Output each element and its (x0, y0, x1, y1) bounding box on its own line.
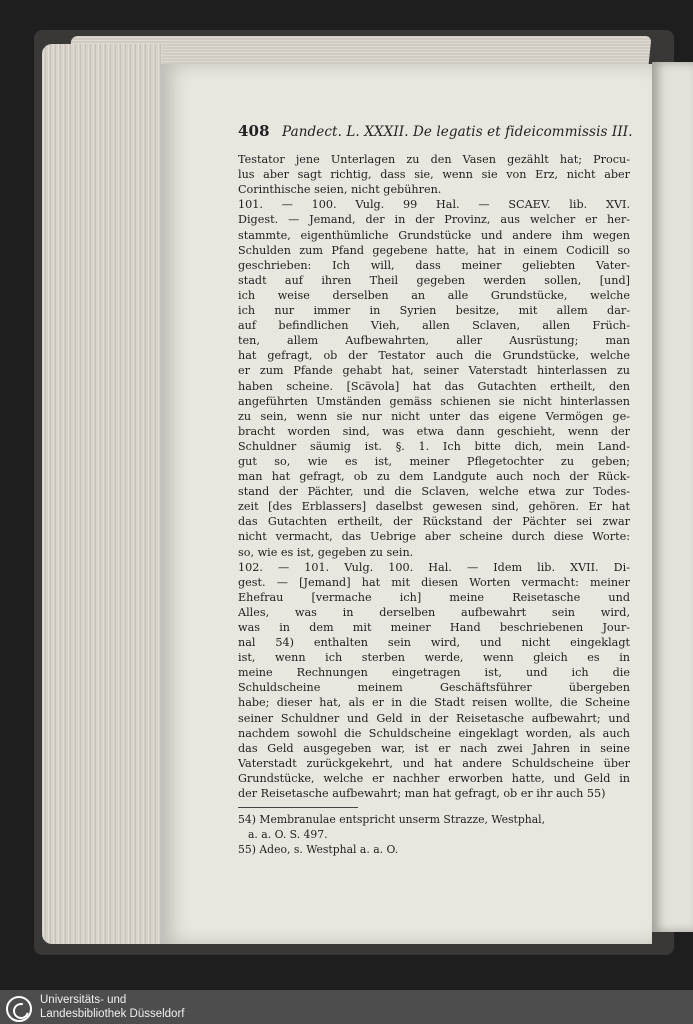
text-line: Corinthische seien, nicht gebühren. (238, 183, 442, 197)
footnotes (238, 812, 630, 857)
library-name (40, 993, 184, 1021)
text-line: er zum Pfande gehabt hat, seiner Vaterstadt hinterlassen zu (238, 364, 630, 378)
text-line: zu sein, wenn sie nur nicht unter das eigene Vermögen ge- (238, 409, 630, 423)
footnote-line: 54) Membranulae entspricht unserm Strazze, Westphal, (238, 813, 546, 827)
text-line: Vaterstadt zurückgekehrt, und hat andere Schuldscheine über (238, 756, 630, 770)
page-text (238, 122, 633, 857)
text-line: hat gefragt, ob der Testator auch die Grundstücke, welche (238, 349, 630, 363)
text-line: bracht worden sind, was etwa dann geschieht, wenn der (238, 424, 630, 438)
text-line: Schulden zum Pfand gegebene hatte, hat in einem Codicill so (238, 243, 630, 257)
text-line: der Reisetasche aufbewahrt; man hat gefragt, ob er ihr auch 55) (238, 787, 606, 801)
facing-page-edge (652, 62, 693, 932)
body-text (238, 152, 630, 801)
text-line: Ehefrau [vermache ich] meine Reisetasche und (238, 590, 630, 604)
library-name-line1: Universitäts- und (40, 994, 127, 1006)
text-line: haben scheine. [Scävola] hat das Gutachten ertheilt, den (238, 379, 630, 393)
text-line: stammte, eigenthümliche Grundstücke und andere ihm wegen (238, 228, 630, 242)
text-line: ist, wenn ich sterben werde, wenn gleich es in (238, 651, 630, 665)
footnote-line: 55) Adeo, s. Westphal a. a. O. (238, 843, 399, 857)
text-line: nal 54) enthalten sein wird, und nicht eingeklagt (238, 636, 630, 650)
text-line: nachdem sowohl die Schuldscheine eingeklagt worden, als auch (238, 726, 630, 740)
footnote-line: a. a. O. S. 497. (248, 828, 328, 842)
text-line: seiner Schuldner und Geld in der Reisetasche aufbewahrt; und (238, 711, 630, 725)
text-line: stadt auf ihren Theil gegeben werden sollen, [und] (238, 273, 630, 287)
text-line: 102. — 101. Vulg. 100. Hal. — Idem lib. XVII. Di- (238, 560, 630, 574)
text-line: auf befindlichen Vieh, allen Sclaven, allen Früch- (238, 319, 630, 333)
running-title: Pandect. L. XXXII. De legatis et fideicommissis III. (282, 124, 633, 140)
library-logo-icon (6, 996, 32, 1022)
text-line: angeführten Umständen gemäss schienen sie nicht hinterlassen (238, 394, 630, 408)
text-line: Testator jene Unterlagen zu den Vasen gezählt hat; Procu- (238, 153, 630, 167)
text-line: stand der Pächter, und die Sclaven, welche etwa zur Todes- (238, 485, 630, 499)
text-line: 101. — 100. Vulg. 99 Hal. — SCAEV. lib. XVI. (238, 198, 630, 212)
text-line: Schuldner säumig ist. §. 1. Ich bitte dich, mein Land- (238, 439, 630, 453)
text-line: ich weise derselben an alle Grundstücke, welche (238, 288, 630, 302)
text-line: geschrieben: Ich will, dass meiner geliebten Vater- (238, 258, 630, 272)
text-line: gest. — [Jemand] hat mit diesen Worten vermacht: meiner (238, 575, 630, 589)
text-line: Grundstücke, welche er nachher erworben hatte, und Geld in (238, 771, 630, 785)
text-line: Alles, was in derselben aufbewahrt sein wird, (238, 605, 630, 619)
page-side-edges (42, 44, 162, 944)
text-line: habe; dieser hat, als er in die Stadt reisen wollte, die Scheine (238, 696, 630, 710)
text-line: ten, allem Aufbewahrten, aller Ausrüstung; man (238, 334, 630, 348)
text-line: das Geld ausgegeben war, ist er nach zwei Jahren in seine (238, 741, 630, 755)
text-line: Digest. — Jemand, der in der Provinz, aus welcher er her- (238, 213, 630, 227)
text-line: so, wie es ist, gegeben zu sein. (238, 545, 414, 559)
text-line: Schuldscheine meinem Geschäftsführer übergeben (238, 681, 630, 695)
text-line: lus aber sagt richtig, dass sie, wenn sie von Erz, nicht aber (238, 168, 630, 182)
text-line: man hat gefragt, ob zu dem Landgute auch noch der Rück- (238, 470, 630, 484)
footnote-rule (238, 807, 358, 808)
text-line: meine Rechnungen eingetragen ist, und ich die (238, 666, 630, 680)
text-line: zeit [des Erblassers] daselbst gewesen sind, gehören. Er hat (238, 500, 630, 514)
library-name-line2: Landesbibliothek Düsseldorf (40, 1008, 185, 1020)
text-line: was in dem mit meiner Hand beschriebenen Jour- (238, 621, 630, 634)
text-line: das Gutachten ertheilt, der Rückstand der Pächter sei zwar (238, 515, 630, 529)
page-number: 408 (238, 122, 270, 140)
text-line: gut so, wie es ist, meiner Pflegetochter zu geben; (238, 454, 630, 468)
running-header (238, 122, 633, 140)
text-line: nicht vermacht, das Uebrige aber scheine durch diese Worte: (238, 530, 630, 544)
text-line: ich nur immer in Syrien besitze, mit allem dar- (238, 304, 630, 318)
